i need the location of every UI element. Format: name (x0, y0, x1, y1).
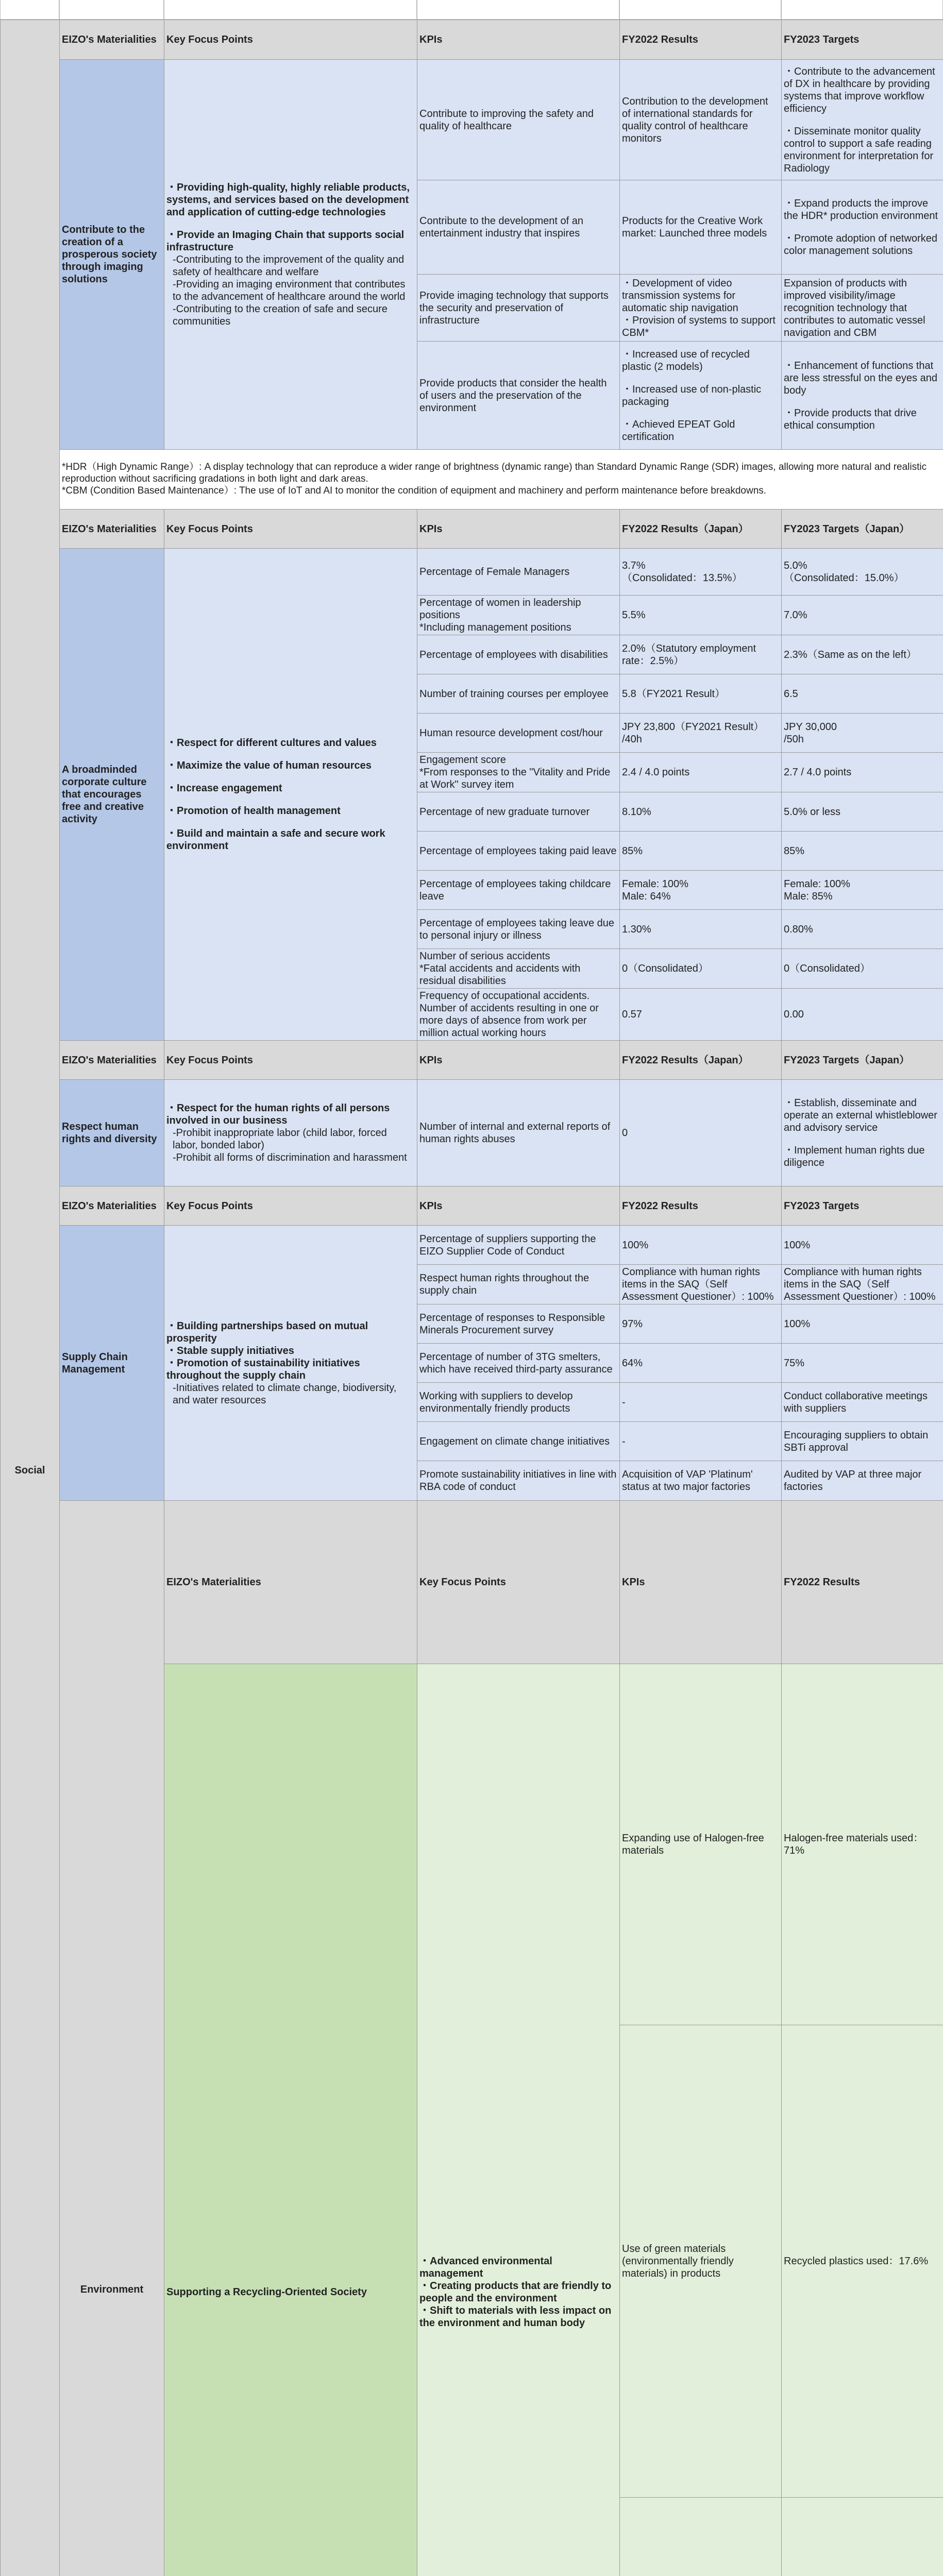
header-kpis: KPIs (620, 1501, 782, 1664)
table-row (1, 1226, 943, 1265)
header-row (1, 510, 943, 549)
fy2022-cell: 0.57 (620, 989, 782, 1041)
kfp-subitem: -Initiatives related to climate change, biodiversity, and water resources (166, 1382, 415, 1406)
fy2022-item: ・Increased use of recycled plastic (2 models) (622, 348, 779, 373)
fy2023-subvalue: Male: 85% (784, 890, 941, 903)
kpi-cell: Frequency of occupational accidents. Number of accidents resulting in one or more days of absence from work per million actual working hours (417, 989, 620, 1041)
fy2023-cell: 100% (782, 1304, 943, 1344)
header-materialities: EIZO's Materialities (60, 20, 164, 60)
fy2022-cell: Compliance with human rights items in the SAQ（Self Assessment Questioner）: 100% (620, 1265, 782, 1304)
header-fy2023: FY2023 Targets (782, 20, 943, 60)
kpi-cell: Percentage of new graduate turnover (417, 792, 620, 832)
fy2022-cell: 2.4 / 4.0 points (620, 753, 782, 792)
header-materialities: EIZO's Materialities (60, 1187, 164, 1226)
fy2023-value: JPY 30,000 (784, 721, 941, 733)
fy2022-cell: Products for the Creative Work market: Launched three models (620, 180, 782, 275)
fy2022-cell: 0（Consolidated） (620, 949, 782, 989)
fy2022-cell (782, 2498, 943, 2576)
kpi-cell: Percentage of suppliers supporting the EIZO Supplier Code of Conduct (417, 1226, 620, 1265)
fy2022-cell: Contribution to the development of international standards for quality control of healthcare monitors (620, 60, 782, 180)
kfp-item: ・Advanced environmental management (419, 2255, 617, 2280)
kfp-item: ・Promotion of sustainability initiatives throughout the supply chain (166, 1357, 415, 1382)
header-row (1, 1187, 943, 1226)
fy2022-cell: 2.0%（Statutory employment rate：2.5%） (620, 635, 782, 674)
fy2023-cell: 75% (782, 1344, 943, 1383)
fy2023-cell: Audited by VAP at three major factories (782, 1461, 943, 1501)
fy2023-cell: Compliance with human rights items in the SAQ（Self Assessment Questioner）: 100% (782, 1265, 943, 1304)
fy2023-cell (782, 180, 943, 275)
header-key-focus-points: Key Focus Points (164, 20, 417, 60)
fy2022-item: ・Provision of systems to support CBM* (622, 314, 779, 339)
header-materialities: EIZO's Materialities (60, 510, 164, 549)
kpi-note: *From responses to the "Vitality and Pride at Work" survey item (419, 766, 617, 791)
fy2023-subvalue: （Consolidated：15.0%） (784, 572, 941, 584)
header-fy2022: FY2022 Results（Japan） (620, 1041, 782, 1080)
materiality-culture: A broadminded corporate culture that encourages free and creative activity (60, 549, 164, 1041)
kpi-cell: Working with suppliers to develop environmentally friendly products (417, 1383, 620, 1422)
fy2022-cell: Acquisition of VAP 'Platinum' status at two major factories (620, 1461, 782, 1501)
header-key-focus-points: Key Focus Points (417, 1501, 620, 1664)
kpi-cell (417, 753, 620, 792)
kfp-subitem: -Contributing to the improvement of the quality and safety of healthcare and welfare (166, 253, 415, 278)
fy2023-item: ・Provide products that drive ethical consumption (784, 407, 941, 432)
kpi-text: Engagement score (419, 754, 617, 766)
fy2023-subvalue: /50h (784, 733, 941, 745)
header-key-focus-points: Key Focus Points (164, 510, 417, 549)
fy2023-item: ・Expand products the improve the HDR* production environment (784, 197, 941, 222)
fy2023-item: ・Disseminate monitor quality control to support a safe reading environment for interpretation for Radiology (784, 125, 941, 175)
kfp-item: ・Increase engagement (166, 782, 415, 794)
kpi-cell: Expanding use of Halogen-free materials (620, 1664, 782, 2025)
table-row (1, 60, 943, 180)
materiality-rights: Respect human rights and diversity (60, 1080, 164, 1187)
key-focus-rights (164, 1080, 417, 1187)
kpi-cell: Engagement on climate change initiatives (417, 1422, 620, 1461)
kpi-cell: Promote sustainability initiatives in line with RBA code of conduct (417, 1461, 620, 1501)
kfp-subitem: -Prohibit inappropriate labor (child labor, forced labor, bonded labor) (166, 1127, 415, 1151)
kpi-cell: Percentage of employees taking childcare leave (417, 871, 620, 910)
kpi-text: Percentage of women in leadership positions (419, 597, 617, 621)
fy2023-cell (782, 60, 943, 180)
fy2022-cell: 64% (620, 1344, 782, 1383)
table-row (1, 549, 943, 596)
fy2023-cell: 2.3%（Same as on the left） (782, 635, 943, 674)
fy2023-item: ・Contribute to the advancement of DX in healthcare by providing systems that improve workflow efficiency (784, 65, 941, 115)
key-focus-culture (164, 549, 417, 1041)
fy2022-cell (620, 871, 782, 910)
fy2023-cell: 6.5 (782, 674, 943, 714)
header-row (1, 20, 943, 60)
kfp-subitem: -Providing an imaging environment that contributes to the advancement of healthcare around the world (166, 278, 415, 303)
fy2022-cell: Halogen-free materials used：71% (782, 1664, 943, 2025)
table-row (1, 1080, 943, 1187)
key-focus-recycling (417, 1664, 620, 2576)
fy2023-cell: 0.00 (782, 989, 943, 1041)
fy2022-cell: Recycled plastics used：17.6% (782, 2025, 943, 2498)
header-row (1, 1501, 943, 1664)
fy2023-item: ・Promote adoption of networked color management solutions (784, 232, 941, 257)
header-fy2022: FY2022 Results (620, 20, 782, 60)
fy2023-cell (782, 342, 943, 450)
kfp-item: ・Building partnerships based on mutual prosperity (166, 1320, 415, 1345)
kpi-cell: Percentage of responses to Responsible Minerals Procurement survey (417, 1304, 620, 1344)
materiality-recycling: Supporting a Recycling-Oriented Society (164, 1664, 417, 2576)
header-materialities: EIZO's Materialities (60, 1041, 164, 1080)
fy2023-cell (782, 714, 943, 753)
kpi-cell: Contribute to improving the safety and quality of healthcare (417, 60, 620, 180)
fy2023-cell: 7.0% (782, 596, 943, 635)
top-blank-strip (0, 0, 943, 20)
fy2022-cell: 5.8（FY2021 Result） (620, 674, 782, 714)
kfp-item: ・Stable supply initiatives (166, 1345, 415, 1357)
kpi-cell: Percentage of number of 3TG smelters, which have received third-party assurance (417, 1344, 620, 1383)
kfp-item: ・Provide an Imaging Chain that supports social infrastructure (166, 229, 415, 253)
fy2022-cell (620, 714, 782, 753)
header-fy2022: FY2022 Results (782, 1501, 943, 1664)
fy2023-cell: Conduct collaborative meetings with suppliers (782, 1383, 943, 1422)
kfp-item: ・Shift to materials with less impact on the environment and human body (419, 2304, 617, 2329)
kfp-item: ・Maximize the value of human resources (166, 759, 415, 772)
fy2022-cell: 8.10% (620, 792, 782, 832)
fy2023-value: Female: 100% (784, 878, 941, 890)
fy2022-cell: 85% (620, 832, 782, 871)
kfp-subitem: -Prohibit all forms of discrimination and harassment (166, 1151, 415, 1164)
fy2023-cell: 100% (782, 1226, 943, 1265)
fy2022-subvalue: （Consolidated：13.5%） (622, 572, 779, 584)
header-kpis: KPIs (417, 510, 620, 549)
fy2022-cell: 1.30% (620, 910, 782, 949)
kpi-cell (417, 949, 620, 989)
fy2022-cell: - (620, 1422, 782, 1461)
key-focus-imaging (164, 60, 417, 450)
fy2023-cell: 2.7 / 4.0 points (782, 753, 943, 792)
fy2023-item: ・Establish, disseminate and operate an external whistleblower and advisory service (784, 1097, 941, 1134)
key-focus-supply (164, 1226, 417, 1501)
fy2022-cell (620, 275, 782, 342)
header-fy2022: FY2022 Results（Japan） (620, 510, 782, 549)
kpi-cell: Provide products that consider the health of users and the preservation of the environment (417, 342, 620, 450)
header-kpis: KPIs (417, 1187, 620, 1226)
kpi-cell: Percentage of employees taking paid leave (417, 832, 620, 871)
header-materialities: EIZO's Materialities (164, 1501, 417, 1664)
footnotes (60, 450, 943, 510)
fy2023-cell (782, 549, 943, 596)
fy2023-cell: 0（Consolidated） (782, 949, 943, 989)
kfp-item: ・Promotion of health management (166, 805, 415, 817)
fy2022-value: Female: 100% (622, 878, 779, 890)
kpi-cell: Respect human rights throughout the supply chain (417, 1265, 620, 1304)
footnote-cbm: *CBM (Condition Based Maintenance）: The use of IoT and AI to monitor the condition of equipment and machinery and perform maintenance before breakdowns. (62, 485, 941, 497)
fy2022-cell: 100% (620, 1226, 782, 1265)
header-key-focus-points: Key Focus Points (164, 1041, 417, 1080)
kpi-cell: Contribute to the development of an entertainment industry that inspires (417, 180, 620, 275)
fy2022-item: ・Development of video transmission systems for automatic ship navigation (622, 277, 779, 314)
footnote-row (1, 450, 943, 510)
fy2023-item: ・Enhancement of functions that are less stressful on the eyes and body (784, 360, 941, 397)
kpi-cell: Percentage of employees taking leave due to personal injury or illness (417, 910, 620, 949)
header-fy2022: FY2022 Results (620, 1187, 782, 1226)
kpi-cell: Human resource development cost/hour (417, 714, 620, 753)
kpi-cell: Percentage of employees with disabilities (417, 635, 620, 674)
fy2023-cell (782, 1080, 943, 1187)
fy2022-subvalue: /40h (622, 733, 779, 745)
header-fy2023: FY2023 Targets（Japan） (782, 1041, 943, 1080)
header-kpis: KPIs (417, 1041, 620, 1080)
header-kpis: KPIs (417, 20, 620, 60)
fy2023-item: ・Implement human rights due diligence (784, 1144, 941, 1169)
kpi-cell: Use of green materials (environmentally friendly materials) in products (620, 2025, 782, 2498)
kpi-text: Number of serious accidents (419, 950, 617, 962)
materiality-kpi-table (0, 20, 943, 2576)
materiality-supply: Supply Chain Management (60, 1226, 164, 1501)
fy2023-cell: 5.0% or less (782, 792, 943, 832)
fy2023-cell: Expansion of products with improved visibility/image recognition technology that contributes to automatic vessel navigation and CBM (782, 275, 943, 342)
category-social: Social (1, 20, 60, 2576)
fy2022-cell (620, 342, 782, 450)
kfp-item: ・Respect for different cultures and values (166, 737, 415, 749)
fy2023-cell: Encouraging suppliers to obtain SBTi approval (782, 1422, 943, 1461)
fy2022-value: 3.7% (622, 560, 779, 572)
fy2022-cell: 0 (620, 1080, 782, 1187)
fy2022-subvalue: Male: 64% (622, 890, 779, 903)
kpi-cell (417, 596, 620, 635)
kpi-cell (620, 2498, 782, 2576)
fy2022-item: ・Achieved EPEAT Gold certification (622, 418, 779, 443)
kpi-note: *Fatal accidents and accidents with residual disabilities (419, 962, 617, 987)
header-key-focus-points: Key Focus Points (164, 1187, 417, 1226)
kpi-note: *Including management positions (419, 621, 617, 634)
fy2022-item: ・Increased use of non-plastic packaging (622, 383, 779, 408)
kpi-cell: Number of internal and external reports of human rights abuses (417, 1080, 620, 1187)
fy2022-cell: 5.5% (620, 596, 782, 635)
category-environment: Environment (60, 1501, 164, 2576)
kpi-cell: Percentage of Female Managers (417, 549, 620, 596)
fy2022-cell: - (620, 1383, 782, 1422)
kfp-subitem: -Contributing to the creation of safe and secure communities (166, 303, 415, 328)
fy2022-cell (620, 549, 782, 596)
header-fy2023: FY2023 Targets (782, 1187, 943, 1226)
fy2022-value: JPY 23,800（FY2021 Result） (622, 721, 779, 733)
kfp-item: ・Build and maintain a safe and secure work environment (166, 827, 415, 852)
header-row (1, 1041, 943, 1080)
kpi-cell: Number of training courses per employee (417, 674, 620, 714)
kfp-item: ・Respect for the human rights of all persons involved in our business (166, 1102, 415, 1127)
fy2023-cell: 0.80% (782, 910, 943, 949)
header-fy2023: FY2023 Targets（Japan） (782, 510, 943, 549)
fy2023-cell (782, 871, 943, 910)
kpi-cell: Provide imaging technology that supports the security and preservation of infrastructure (417, 275, 620, 342)
fy2023-value: 5.0% (784, 560, 941, 572)
kfp-item: ・Providing high-quality, highly reliable products, systems, and services based on the development and application of cutting-edge technologies (166, 181, 415, 218)
fy2022-cell: 97% (620, 1304, 782, 1344)
kfp-item: ・Creating products that are friendly to people and the environment (419, 2280, 617, 2304)
footnote-hdr: *HDR（High Dynamic Range）: A display technology that can reproduce a wider range of brightness (dynamic range) than Standard Dynamic Range (SDR) images, allowing more natural and realistic reproduction without sacrificing gradations in both light and dark areas. (62, 462, 941, 485)
materiality-imaging: Contribute to the creation of a prosperous society through imaging solutions (60, 60, 164, 450)
fy2023-cell: 85% (782, 832, 943, 871)
